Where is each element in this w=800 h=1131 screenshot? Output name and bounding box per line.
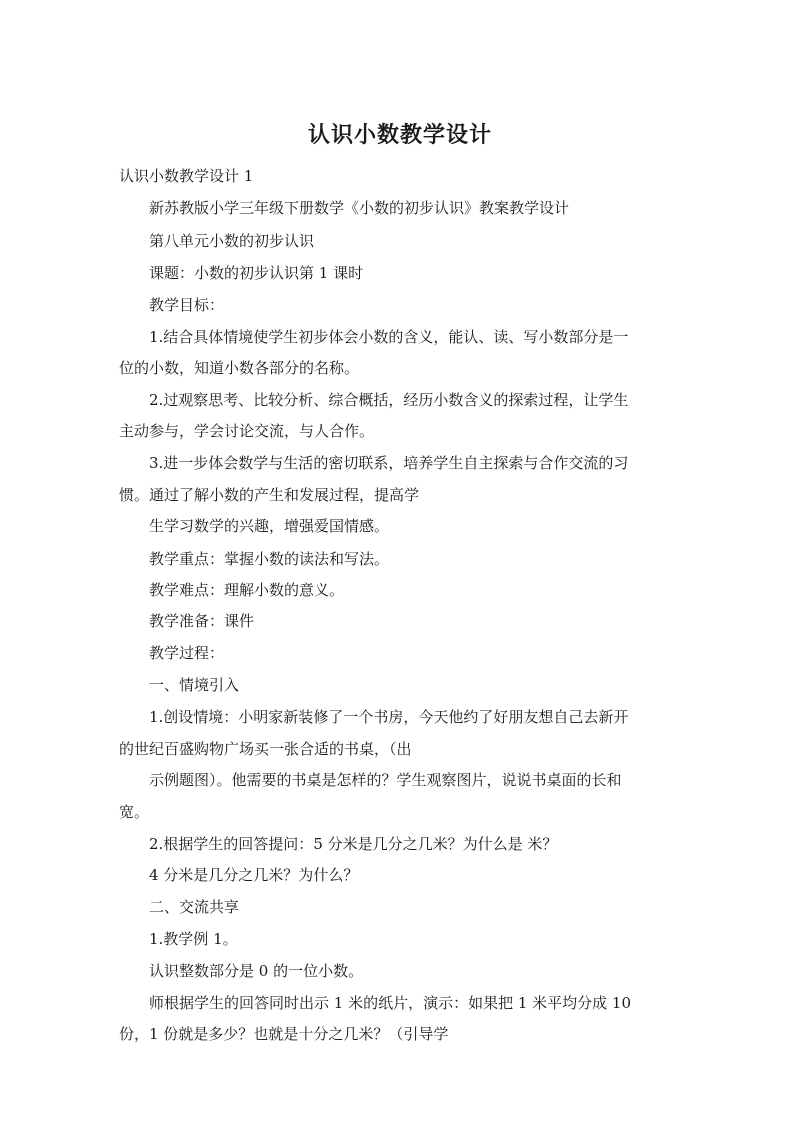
paragraph-line: 课题：小数的初步认识第 1 课时 <box>149 264 364 282</box>
paragraph-line: 教学准备：课件 <box>149 612 255 630</box>
paragraph-line: 份，1 份就是多少？也就是十分之几米？（引导学 <box>119 1025 449 1043</box>
paragraph-line: 一、情境引入 <box>149 676 240 694</box>
paragraph-line: 的世纪百盛购物广场买一张合适的书桌，（出 <box>119 740 412 758</box>
paragraph-line: 生学习数学的兴趣，增强爱国情感。 <box>149 517 390 535</box>
paragraph-line: 认识小数教学设计 1 <box>119 167 254 185</box>
paragraph-line: 认识整数部分是 0 的一位小数。 <box>149 962 364 980</box>
paragraph-line: 新苏教版小学三年级下册数学《小数的初步认识》教案教学设计 <box>149 199 570 217</box>
paragraph-line: 师根据学生的回答同时出示 1 米的纸片，演示：如果把 1 米平均分成 10 <box>149 994 632 1012</box>
paragraph-line: 主动参与，学会讨论交流，与人合作。 <box>119 422 375 440</box>
paragraph-line: 2.过观察思考、比较分析、综合概括，经历小数含义的探索过程，让学生 <box>149 391 629 409</box>
paragraph-line: 示例题图）。他需要的书桌是怎样的？学生观察图片，说说书桌面的长和 <box>149 771 622 789</box>
paragraph-line: 1.创设情境：小明家新装修了一个书房，今天他约了好朋友想自己去新开 <box>149 708 629 726</box>
paragraph-line: 宽。 <box>119 803 150 821</box>
paragraph-line: 教学重点：掌握小数的读法和写法。 <box>149 550 390 568</box>
paragraph-line: 教学难点：理解小数的意义。 <box>149 581 345 599</box>
paragraph-line: 2.根据学生的回答提问：5 分米是几分之几米？为什么是 米？ <box>149 835 558 853</box>
paragraph-line: 1.结合具体情境使学生初步体会小数的含义，能认、读、写小数部分是一 <box>149 328 629 346</box>
paragraph-line: 二、交流共享 <box>149 898 240 916</box>
paragraph-line: 教学目标： <box>149 296 225 314</box>
paragraph-line: 1.教学例 1。 <box>149 930 238 948</box>
paragraph-line: 第八单元小数的初步认识 <box>149 232 315 250</box>
paragraph-line: 惯。通过了解小数的产生和发展过程，提高学 <box>119 486 420 504</box>
paragraph-line: 教学过程： <box>149 644 225 662</box>
paragraph-line: 位的小数，知道小数各部分的名称。 <box>119 359 360 377</box>
paragraph-line: 3.进一步体会数学与生活的密切联系，培养学生自主探索与合作交流的习 <box>149 454 629 472</box>
paragraph-line: 4 分米是几分之几米？为什么？ <box>149 866 359 884</box>
document-title: 认识小数教学设计 <box>307 123 492 148</box>
